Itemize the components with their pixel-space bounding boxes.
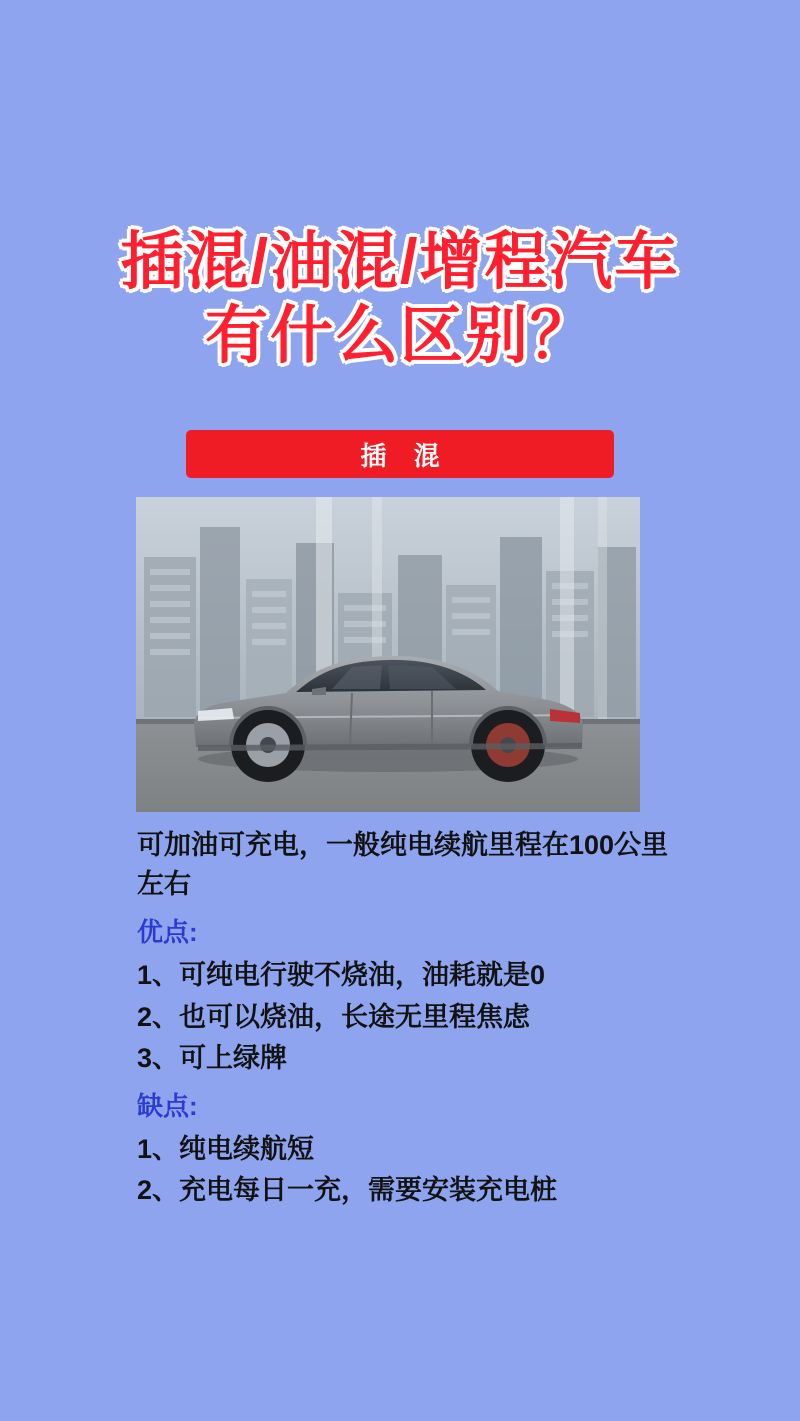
- title-line-1: 插混/油混/增程汽车: [120, 227, 680, 297]
- car-photo: [136, 497, 640, 812]
- pros-item-3: 3、可上绿牌: [137, 1043, 288, 1074]
- car-photo-illustration: [136, 497, 640, 812]
- cons-item-1: 1、纯电续航短: [137, 1133, 315, 1164]
- title-line-2: 有什么区别？: [205, 301, 595, 372]
- section-label-badge: [186, 430, 614, 478]
- page-title: [0, 225, 800, 374]
- section-label-text: 插 混: [360, 440, 450, 471]
- content-body: [137, 826, 677, 1212]
- cons-heading: 缺点:: [137, 1091, 198, 1122]
- pros-heading: 优点:: [137, 917, 198, 948]
- pros-item-1: 1、可纯电行驶不烧油，油耗就是0: [137, 959, 546, 990]
- cons-item-2: 2、充电每日一充，需要安装充电桩: [137, 1175, 558, 1206]
- pros-item-2: 2、也可以烧油，长途无里程焦虑: [137, 1001, 531, 1032]
- lead-paragraph: 可加油可充电，一般纯电续航里程在100公里左右: [137, 830, 669, 900]
